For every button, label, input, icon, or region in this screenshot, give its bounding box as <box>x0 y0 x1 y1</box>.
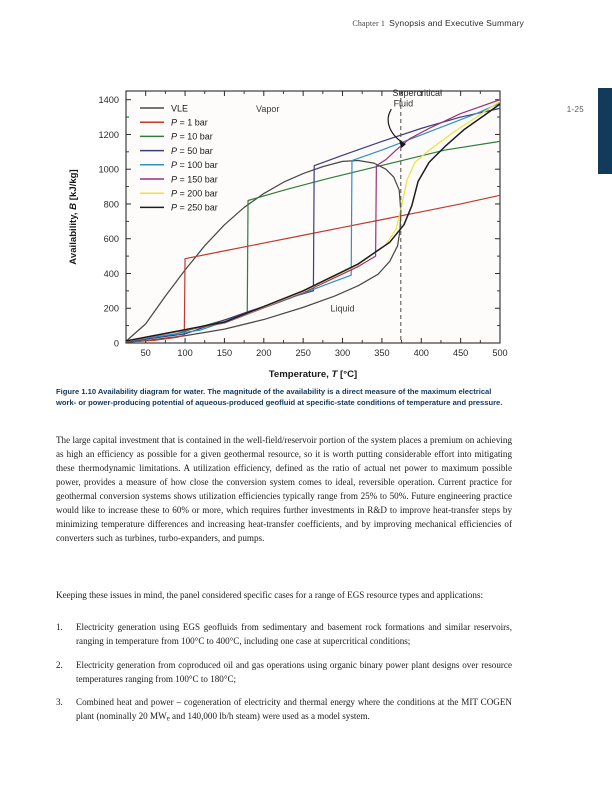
paragraph-1: The large capital investment that is contained in the well-field/reservoir portion of the system places a premium on achieving as high an efficiency as possible for a given geothermal resource, so it is worth putting considerable effort into mitigating these thermodynamic limitations. A utilization efficiency, defined as the ratio of actual net power to maximum possible power, provides a measure of how close the conversion system comes to ideal, reversible operation. Current practice for geothermal conversion systems shows utilization efficiencies typically range from 25% to 50%. Future engineering practice would like to increase these to 60% or more, which requires further investments in R&D to improve heat-transfer steps by minimizing temperature differences and increasing heat-transfer coefficients, and by improving mechanical efficiencies of converters such as turbines, turbo-expanders, and pumps. <box>56 435 512 544</box>
y-tick-label: 1200 <box>98 129 119 140</box>
running-head-chapter: Chapter 1 <box>352 19 386 28</box>
x-tick-label: 250 <box>295 348 311 358</box>
list-item-number: 1. <box>56 622 63 632</box>
page-folio: 1-25 <box>566 105 584 114</box>
x-tick-label: 150 <box>216 348 233 358</box>
running-head <box>352 18 524 28</box>
list-item-number: 2. <box>56 659 63 670</box>
legend-label-50-bar: P = 50 bar <box>171 145 213 156</box>
legend-label-200-bar: P = 200 bar <box>171 188 218 199</box>
margin-edge-tab <box>598 88 612 174</box>
x-tick-label: 450 <box>452 348 469 358</box>
list-item-number: 3. <box>56 697 63 708</box>
figure-1-10 <box>56 86 512 382</box>
legend-label-150-bar: P = 150 bar <box>171 174 218 185</box>
x-tick-label: 400 <box>413 348 429 358</box>
x-tick-label: 200 <box>256 348 272 358</box>
y-tick-label: 600 <box>103 234 119 245</box>
list-item-text: Combined heat and power – cogeneration of electricity and thermal energy where the conditions at the MIT COGEN plant (nominally 20 $MW_e$ and 140,000 lb/h steam) were used as a model system. <box>76 697 512 723</box>
annotation-vapor: Vapor <box>256 103 280 114</box>
legend-label-1-bar: P = 1 bar <box>171 117 208 128</box>
y-tick-label: 1000 <box>98 164 119 175</box>
list-item <box>56 695 512 726</box>
numbered-list <box>56 620 512 735</box>
paragraph-2: Keeping these issues in mind, the panel considered specific cases for a range of EGS resource types and applications: <box>56 590 484 600</box>
y-tick-label: 800 <box>103 199 119 210</box>
y-tick-label: 400 <box>103 268 119 279</box>
x-tick-label: 50 <box>140 348 151 358</box>
y-axis-title: Availability, B [kJ/kg] <box>68 169 79 265</box>
x-tick-label: 500 <box>492 348 508 358</box>
y-tick-label: 1400 <box>98 95 119 106</box>
list-item <box>56 658 512 686</box>
y-tick-label: 200 <box>103 303 119 314</box>
list-item <box>56 620 512 648</box>
annotation-supercritical-fluid: Supercritical Fluid <box>392 88 443 109</box>
y-tick-label: 0 <box>113 338 119 349</box>
x-tick-label: 300 <box>334 348 351 358</box>
figure-caption: Figure 1.10 Availability diagram for water. The magnitude of the availability is a direct measure of the maximum electrical work- or power-producing potential of aqueous-produced geofluid at specific-state conditions of temperature and pressure. <box>56 387 503 408</box>
legend-label-100-bar: P = 100 bar <box>171 160 218 171</box>
x-tick-label: 350 <box>374 348 390 358</box>
x-axis-title: Temperature, T [°C] <box>268 369 358 380</box>
legend-label-250-bar: P = 250 bar <box>171 202 218 213</box>
running-head-title: Synopsis and Executive Summary <box>389 18 524 28</box>
plot-frame <box>126 91 500 343</box>
x-tick-label: 100 <box>177 348 193 358</box>
legend-label-VLE: VLE <box>171 103 189 114</box>
list-item-text: Electricity generation using EGS geofluids from sedimentary and basement rock formations and similar reservoirs, ranging in temperature from 100°C to 400°C, including one case at supercritical conditions; <box>76 622 512 647</box>
availability-diagram-chart <box>56 86 512 382</box>
list-item-text: Electricity generation from coproduced oil and gas operations using organic binary power plant designs over resource temperatures ranging from 100°C to 180°C; <box>76 659 512 684</box>
annotation-liquid: Liquid <box>330 303 355 314</box>
legend-label-10-bar: P = 10 bar <box>171 131 213 142</box>
